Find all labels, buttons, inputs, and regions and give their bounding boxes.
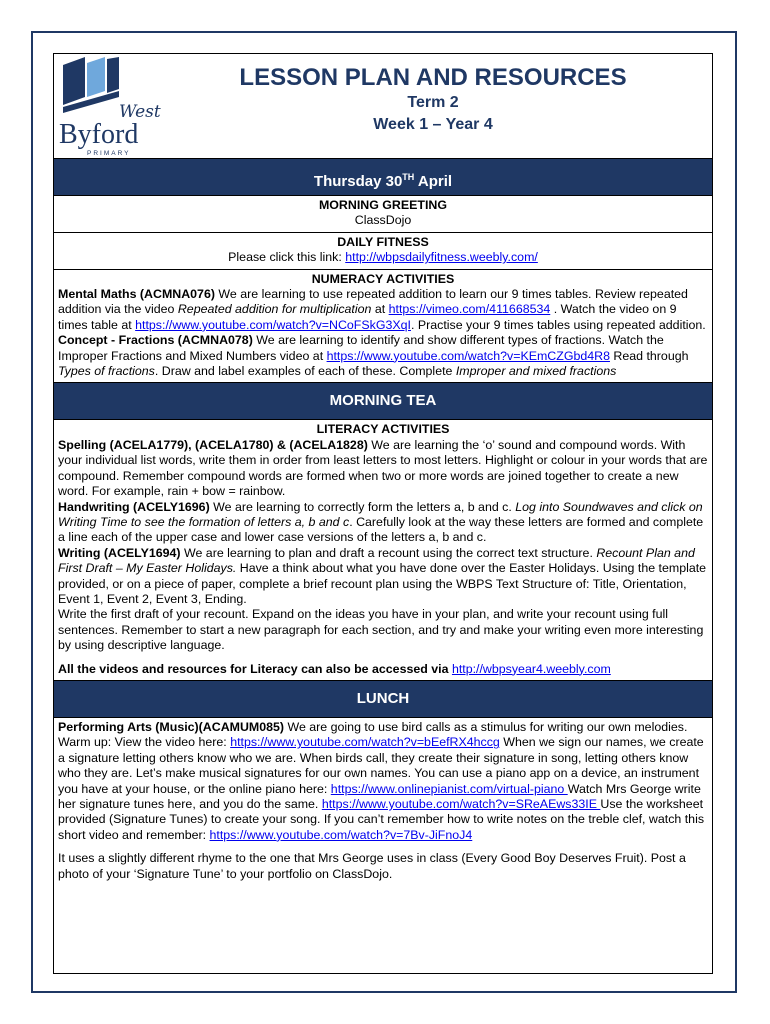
daily-fitness-heading: DAILY FITNESS <box>337 234 429 249</box>
morning-greeting-heading: MORNING GREETING <box>318 198 448 212</box>
header <box>54 54 712 159</box>
daily-fitness-section: DAILY FITNESS Please click this link: http://wbpsdailyfitness.weebly.com/ <box>54 233 712 270</box>
lesson-plan-sheet <box>53 53 713 974</box>
fractions-video-link[interactable]: https://www.youtube.com/watch?v=KEmCZGbd4R8 <box>326 348 610 363</box>
week-label: Week 1 – Year 4 <box>373 116 493 133</box>
performing-arts-section <box>54 718 712 885</box>
numeracy-heading: NUMERACY ACTIVITIES <box>311 271 455 286</box>
numeracy-section <box>54 270 712 384</box>
school-logo <box>57 57 161 157</box>
literacy-heading: LITERACY ACTIVITIES <box>316 422 450 437</box>
day-bar: Thursday 30TH April <box>54 159 712 196</box>
logo-main-word: Byford <box>59 119 139 150</box>
signature-tune-paragraph: It uses a slightly different rhyme to the one that Mrs George uses in class (Every Good Boy Deserves Fruit). Post a photo of your ‘Signature Tune’ to your portfolio on ClassDojo. <box>58 851 686 881</box>
year4-website-link[interactable]: http://wbpsyear4.weebly.com <box>451 661 611 676</box>
writing-paragraph: Writing (ACELY1694) We are learning to plan and draft a recount using the correct text structure. Recount Plan and First Draft – My Easter Holidays. Have a think about what you have done over the Easter Holidays. Using the template provided, or on a piece of paper, complete a brief recount plan using the WBPS Text Structure of: Title, Orientation, Event 1, Event 2, Event 3, Ending. <box>58 545 707 606</box>
literacy-section <box>54 420 712 681</box>
handwriting-paragraph: Handwriting (ACELY1696) We are learning to correctly form the letters a, b and c. Log into Soundwaves and click on Writing Time to see the formation of letters a, b and c. Carefully look at the way these letters are formed and complete a line each of the upper case and lower case versions of the letters a, b and c. <box>58 499 704 545</box>
mental-maths-paragraph: Mental Maths (ACMNA076) We are learning to use repeated addition to learn our 9 times tables. Review repeated addition via the video Repeated addition for multiplication at https://vimeo.com/411668534 . Watch the video on 9 times table at https://www.youtube.com/watch?v=NCoFSkG3XqI. Practise your 9 times tables using repeated addition. <box>58 287 706 332</box>
nine-times-video-link[interactable]: https://www.youtube.com/watch?v=NCoFSkG3XqI <box>135 317 411 332</box>
treble-clef-video-link[interactable]: https://www.youtube.com/watch?v=7Bv-JiFnoJ4 <box>209 827 473 842</box>
page-title: LESSON PLAN AND RESOURCES <box>239 64 627 91</box>
fractions-paragraph: Concept - Fractions (ACMNA078) We are learning to identify and show different types of fractions. Watch the Improper Fractions and Mixed Numbers video at https://www.youtube.com/watch?v=KEmCZGbd4R8 Read through Types of fractions. Draw and label examples of each of these. Complete Improper and mixed fractions <box>58 333 689 379</box>
morning-greeting-section <box>54 196 712 233</box>
term-label: Term 2 <box>407 94 459 111</box>
morning-greeting-text: ClassDojo <box>354 213 412 228</box>
literacy-footer: All the videos and resources for Literacy can also be accessed via http://wbpsyear4.weebly.com <box>58 661 611 676</box>
performing-arts-paragraph: Performing Arts (Music)(ACAMUM085) We are going to use bird calls as a stimulus for writing our own melodies. Warm up: View the video here: https://www.youtube.com/watch?v=bEefRX4hccg When we sign our names, we create a signature letting others know who we are. When birds call, they create their signature in song, letting others know who they are. Let’s make musical signatures for our own names. You can use a piano app on a device, an instrument you have at your house, or the online piano here: https://www.onlinepianist.com/virtual-piano Watch Mrs George write her signature tunes here, and you do the same. https://www.youtube.com/watch?v=SReAEws33IE Use the worksheet provided (Signature Tunes) to create your song. If you can’t remember how to write notes on the treble clef, watch this short video and remember: https://www.youtube.com/watch?v=7Bv-JiFnoJ4 <box>58 719 705 842</box>
logo-sub-word: PRIMARY <box>87 150 131 157</box>
spelling-paragraph: Spelling (ACELA1779), (ACELA1780) & (ACELA1828) We are learning the ‘o’ sound and compound words. With your individual list words, write them in order from least letters to most letters. Highlight or colour in your words that are compound. Remember compound words are formed when two or more words are joined together to create a new word. For example, rain + bow = rainbow. <box>58 437 708 499</box>
morning-tea-bar: MORNING TEA <box>54 383 712 420</box>
writing-draft-paragraph: Write the first draft of your recount. Expand on the ideas you have in your plan, and write your recount using full sentences. Remember to start a new paragraph for each section, and try and make your writing even more interesting by using descriptive language. <box>58 607 704 653</box>
vimeo-link[interactable]: https://vimeo.com/411668534 <box>388 302 551 317</box>
signature-tunes-video-link[interactable]: https://www.youtube.com/watch?v=SReAEws33IE <box>321 797 601 811</box>
bird-calls-video-link[interactable]: https://www.youtube.com/watch?v=bEefRX4hccg <box>230 735 500 750</box>
daily-fitness-link[interactable]: http://wbpsdailyfitness.weebly.com/ <box>345 250 538 265</box>
online-piano-link[interactable]: https://www.onlinepianist.com/virtual-piano <box>330 781 568 796</box>
logo-script-word: West <box>119 102 161 122</box>
lunch-bar: LUNCH <box>54 681 712 718</box>
